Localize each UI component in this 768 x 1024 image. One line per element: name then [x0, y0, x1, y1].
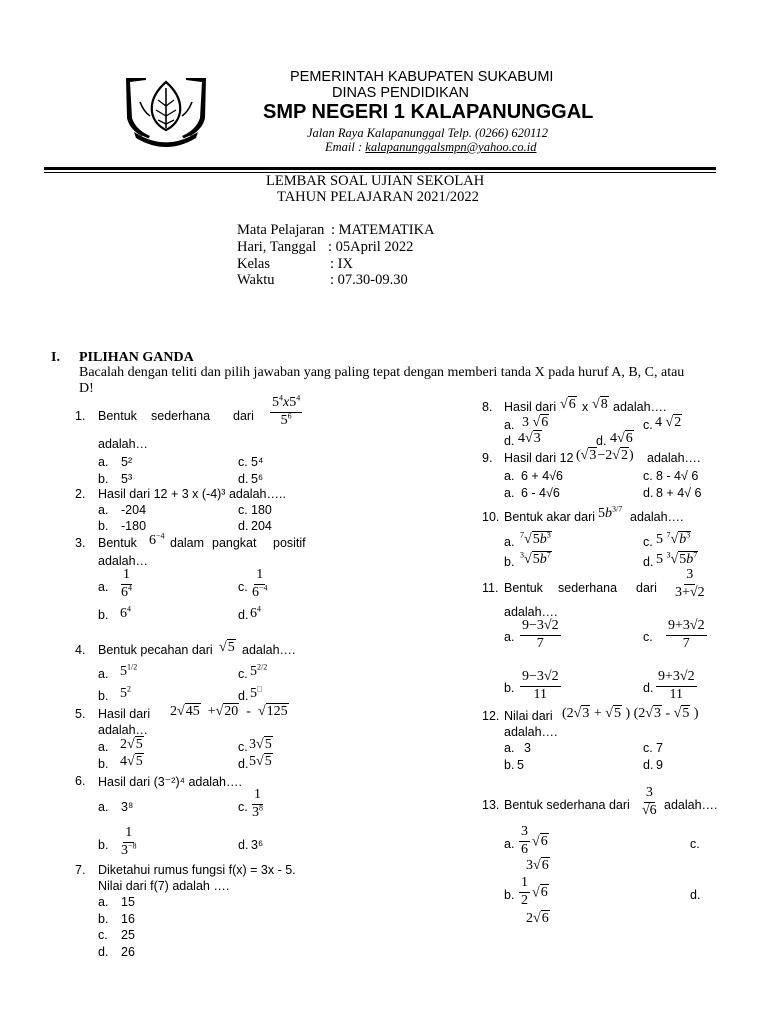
q2-option-c[interactable]: 180 [251, 503, 272, 517]
q13-option-d-label: d. [690, 888, 701, 902]
q2-option-b[interactable]: -180 [121, 519, 147, 533]
q10-option-d[interactable]: 5 $^3√5b^7$ [656, 550, 698, 567]
q4-text: Bentuk pecahan dari [98, 643, 213, 657]
exam-year: TAHUN PELAJARAN 2021/2022 [277, 189, 479, 205]
section-title: PILIHAN GANDA [79, 350, 194, 365]
header-rule-thick [44, 167, 716, 170]
q9-option-a-label: a. [504, 469, 515, 483]
q11-option-a[interactable]: $\frac{9-3√2}{7}$ [522, 618, 559, 651]
q1-tail: adalah… [98, 437, 149, 451]
q12-option-a[interactable]: 3 [524, 741, 531, 755]
subject-label: Mata Pelajaran [237, 222, 325, 238]
exam-title: LEMBAR SOAL UJIAN SEKOLAH [266, 173, 485, 189]
q3-word-2: dalam [170, 536, 205, 550]
q9-option-d-label: d. [643, 486, 654, 500]
q7-option-a-label: a. [98, 895, 109, 909]
q1-word-2: sederhana [151, 409, 211, 423]
q3-word-4: positif [273, 536, 306, 550]
q2-option-c-label: c. [238, 503, 248, 517]
date-value: : 05April 2022 [328, 239, 414, 255]
section-number: I. [51, 350, 60, 365]
q11-option-b-label: b. [504, 681, 515, 695]
q11-option-a-label: a. [504, 630, 515, 644]
q11-word-2: sederhana [558, 581, 618, 595]
q10-option-c[interactable]: 5 $^7√b^3$ [656, 530, 691, 547]
q1-option-d[interactable]: 5⁶ [251, 472, 264, 486]
school-address: Jalan Raya Kalapanunggal Telp. (0266) 620112 [307, 126, 548, 140]
crest-icon [120, 72, 212, 150]
q13-option-b-label: b. [504, 888, 515, 902]
q8-expression-2: √8 [592, 397, 608, 412]
q13-text: Bentuk sederhana dari [504, 798, 630, 812]
q10-option-c-label: c. [643, 535, 653, 549]
q11-expression: $\frac{3}{3+√2}$ [675, 567, 705, 600]
q2-text: Hasil dari 12 + 3 x (-4)³ adalah….. [98, 487, 286, 501]
q7-number: 7. [75, 863, 86, 877]
q5-option-a[interactable]: 2√5 [120, 737, 143, 752]
q2-option-d[interactable]: 204 [251, 519, 272, 533]
time-value: : 07.30-09.30 [330, 272, 408, 288]
q9-expression: (√3−2√2) [576, 448, 634, 463]
q4-tail: adalah…. [242, 643, 296, 657]
q3-option-a-label: a. [98, 580, 109, 594]
q1-option-d-label: d. [238, 472, 249, 486]
q11-word-1: Bentuk [504, 581, 543, 595]
q5-option-c[interactable]: 3√5 [249, 737, 272, 752]
q7-line-2: Nilai dari f(7) adalah …. [98, 879, 230, 893]
q1-option-a[interactable]: 5² [121, 455, 133, 469]
school-logo [120, 72, 212, 150]
q6-option-b[interactable]: $\frac{1}{3^{-8}}$ [121, 825, 137, 858]
q13-option-c-label: c. [690, 837, 700, 851]
q8-option-b-label: d. [504, 434, 515, 448]
q8-expression-1: √6 [560, 397, 576, 412]
q3-word-3: pangkat [212, 536, 257, 550]
q6-text: Hasil dari (3⁻²)⁴ adalah…. [98, 775, 242, 789]
q5-option-a-label: a. [98, 740, 109, 754]
q4-option-a-label: a. [98, 667, 109, 681]
q3-expression: $6^{-4}$ [149, 531, 165, 548]
subject-value: : MATEMATIKA [331, 222, 435, 238]
q6-number: 6. [75, 774, 86, 788]
q12-option-c-label: c. [643, 741, 653, 755]
school-email-line [325, 140, 537, 155]
q9-option-b[interactable]: 6 - 4√6 [521, 486, 560, 500]
q1-word-1: Bentuk [98, 409, 137, 423]
q6-option-a-label: a. [98, 800, 109, 814]
q6-option-a[interactable]: 3⁸ [121, 800, 134, 814]
q11-word-3: dari [636, 581, 657, 595]
q10-tail: adalah…. [630, 510, 684, 524]
q10-text: Bentuk akar dari [504, 510, 596, 524]
q3-option-a[interactable]: $\frac{1}{6^4}$ [121, 567, 132, 600]
q10-option-b-label: b. [504, 555, 515, 569]
q12-tail: adalah…. [504, 725, 558, 739]
q13-option-d[interactable]: 2√6 [526, 911, 549, 926]
q4-expression: √5 [219, 640, 235, 655]
q9-number: 9. [482, 451, 493, 465]
q8-number: 8. [482, 400, 493, 414]
government-name: PEMERINTAH KABUPATEN SUKABUMI [290, 69, 554, 85]
q1-number: 1. [75, 409, 86, 423]
q3-option-b-label: b. [98, 608, 109, 622]
q8-option-a[interactable]: 3 √6 [522, 415, 549, 430]
q13-option-a-label: a. [504, 837, 515, 851]
q13-tail: adalah…. [664, 798, 718, 812]
q12-number: 12. [482, 709, 500, 723]
q7-option-d[interactable]: 26 [121, 945, 135, 959]
q13-expression: $\frac{3}{√6}$ [642, 785, 657, 818]
q1-expression: $\frac{5^4x5^4}{5^6}$ [272, 393, 301, 428]
q11-option-b[interactable]: $\frac{9-3√2}{11}$ [522, 669, 559, 702]
office-name: DINAS PENDIDIKAN [332, 85, 469, 101]
q5-number: 5. [75, 707, 86, 721]
q11-option-d[interactable]: $\frac{9+3√2}{11}$ [658, 669, 695, 702]
q4-option-c[interactable]: $5^{2/2}$ [250, 662, 268, 679]
q12-option-c[interactable]: 7 [656, 741, 663, 755]
q12-text: Nilai dari [504, 709, 553, 723]
q10-option-d-label: d. [643, 555, 654, 569]
q9-option-a[interactable]: 6 + 4√6 [521, 469, 563, 483]
q8-times: x [582, 400, 589, 414]
class-label: Kelas [237, 256, 271, 272]
q9-option-c[interactable]: 8 - 4√ 6 [656, 469, 699, 483]
q10-option-b[interactable]: $^3√5b^7$ [520, 550, 551, 567]
q3-number: 3. [75, 536, 86, 550]
q12-option-b[interactable]: 5 [517, 758, 524, 772]
q3-option-b[interactable]: $6^4$ [120, 604, 131, 621]
section-instruction-cont: D! [79, 381, 94, 396]
q9-option-c-label: c. [643, 469, 653, 483]
q2-option-d-label: d. [238, 519, 249, 533]
q12-option-d[interactable]: 9 [656, 758, 663, 772]
q1-word-3: dari [233, 409, 254, 423]
q1-option-a-label: a. [98, 455, 109, 469]
q12-option-a-label: a. [504, 741, 515, 755]
q7-option-c[interactable]: 25 [121, 928, 135, 942]
q5-expression: 2√45 +√20 - √125 [170, 704, 288, 719]
q8-option-d[interactable]: 4√6 [610, 431, 633, 446]
email-label: Email : [325, 140, 366, 154]
q4-option-b-label: b. [98, 689, 109, 703]
q11-tail: adalah…. [504, 605, 558, 619]
q1-option-b-label: b. [98, 472, 109, 486]
q4-option-b[interactable]: $5^2$ [120, 684, 131, 701]
q6-option-b-label: b. [98, 838, 109, 852]
q10-option-a-label: a. [504, 535, 515, 549]
q5-option-d[interactable]: 5√5 [249, 754, 272, 769]
q6-option-d[interactable]: 3⁶ [251, 838, 264, 852]
q7-option-d-label: d. [98, 945, 109, 959]
q13-option-c[interactable]: 3√6 [526, 858, 549, 873]
q5-option-b-label: b. [98, 757, 109, 771]
q7-option-c-label: c. [98, 928, 108, 942]
q2-option-a[interactable]: -204 [121, 503, 147, 517]
q10-number: 10. [482, 510, 500, 524]
q7-option-a[interactable]: 15 [121, 895, 135, 909]
q4-option-a[interactable]: $5^{1/2}$ [120, 662, 138, 679]
q1-option-b[interactable]: 5³ [121, 472, 133, 486]
q11-option-c-label: c. [643, 630, 653, 644]
date-label: Hari, Tanggal [237, 239, 317, 255]
q8-option-c-label: c. [643, 418, 653, 432]
q12-option-d-label: d. [643, 758, 654, 772]
q8-tail: adalah…. [613, 400, 667, 414]
q13-option-a[interactable]: $\frac{3}{6}$ √6 [521, 824, 548, 857]
q3-option-d[interactable]: $6^4$ [250, 604, 261, 621]
q8-option-b[interactable]: 4√3 [518, 431, 541, 446]
q8-option-a-label: a. [504, 418, 515, 432]
q12-option-b-label: b. [504, 758, 515, 772]
q5-option-d-label: d. [238, 757, 249, 771]
q4-number: 4. [75, 643, 86, 657]
time-label: Waktu [237, 272, 275, 288]
q12-expression: (2√3 + √5 ) (2√3 - √5 ) [562, 706, 699, 721]
q9-option-d[interactable]: 8 + 4√ 6 [656, 486, 702, 500]
q11-option-d-label: d. [643, 681, 654, 695]
q3-tail: adalah… [98, 554, 149, 568]
q11-number: 11. [482, 581, 499, 595]
q3-word-1: Bentuk [98, 536, 137, 550]
q2-number: 2. [75, 487, 86, 501]
q5-option-b[interactable]: 4√5 [120, 754, 143, 769]
email-link[interactable]: kalapanunggalsmpn@yahoo.co.id [365, 140, 537, 154]
q13-option-b[interactable]: $\frac{1}{2}$ √6 [521, 875, 548, 908]
q3-option-c[interactable]: $\frac{1}{6^{-4}}$ [252, 567, 268, 600]
q1-option-c[interactable]: 5⁴ [251, 455, 264, 469]
q7-option-b[interactable]: 16 [121, 912, 135, 926]
q13-number: 13. [482, 798, 500, 812]
q7-option-b-label: b. [98, 912, 109, 926]
q6-option-c[interactable]: $\frac{1}{3^8}$ [252, 787, 263, 820]
q9-tail: adalah…. [647, 451, 701, 465]
section-instruction: Bacalah dengan teliti dan pilih jawaban yang paling tepat dengan memberi tanda X pada huruf A, B, C, atau [79, 365, 685, 380]
q4-option-d[interactable]: 5□ [250, 684, 262, 701]
q1-option-c-label: c. [238, 455, 248, 469]
q10-option-a[interactable]: $^7√5b^3$ [520, 530, 551, 547]
class-value: : IX [330, 256, 353, 272]
q6-option-c-label: c. [238, 800, 248, 814]
q5-option-c-label: c. [238, 740, 248, 754]
q4-option-c-label: c. [238, 667, 248, 681]
q2-option-a-label: a. [98, 503, 109, 517]
q8-option-d-label: d. [596, 434, 607, 448]
q6-option-d-label: d. [238, 838, 249, 852]
q9-option-b-label: a. [504, 486, 515, 500]
school-name: SMP NEGERI 1 KALAPANUNGGAL [263, 101, 594, 123]
q10-expression: $5b^{3/7}$ [598, 504, 623, 521]
q8-option-c[interactable]: 4 √2 [655, 415, 682, 430]
q3-option-d-label: d. [238, 608, 249, 622]
q9-text: Hasil dari 12 [504, 451, 574, 465]
q4-option-d-label: d. [238, 689, 249, 703]
q3-option-c-label: c. [238, 580, 248, 594]
q2-option-b-label: b. [98, 519, 109, 533]
q5-tail: adalah… [98, 723, 149, 737]
q5-text: Hasil dari [98, 707, 151, 721]
q7-line-1: Diketahui rumus fungsi f(x) = 3x - 5. [98, 863, 296, 877]
q11-option-c[interactable]: $\frac{9+3√2}{7}$ [668, 618, 705, 651]
q8-text: Hasil dari [504, 400, 557, 414]
